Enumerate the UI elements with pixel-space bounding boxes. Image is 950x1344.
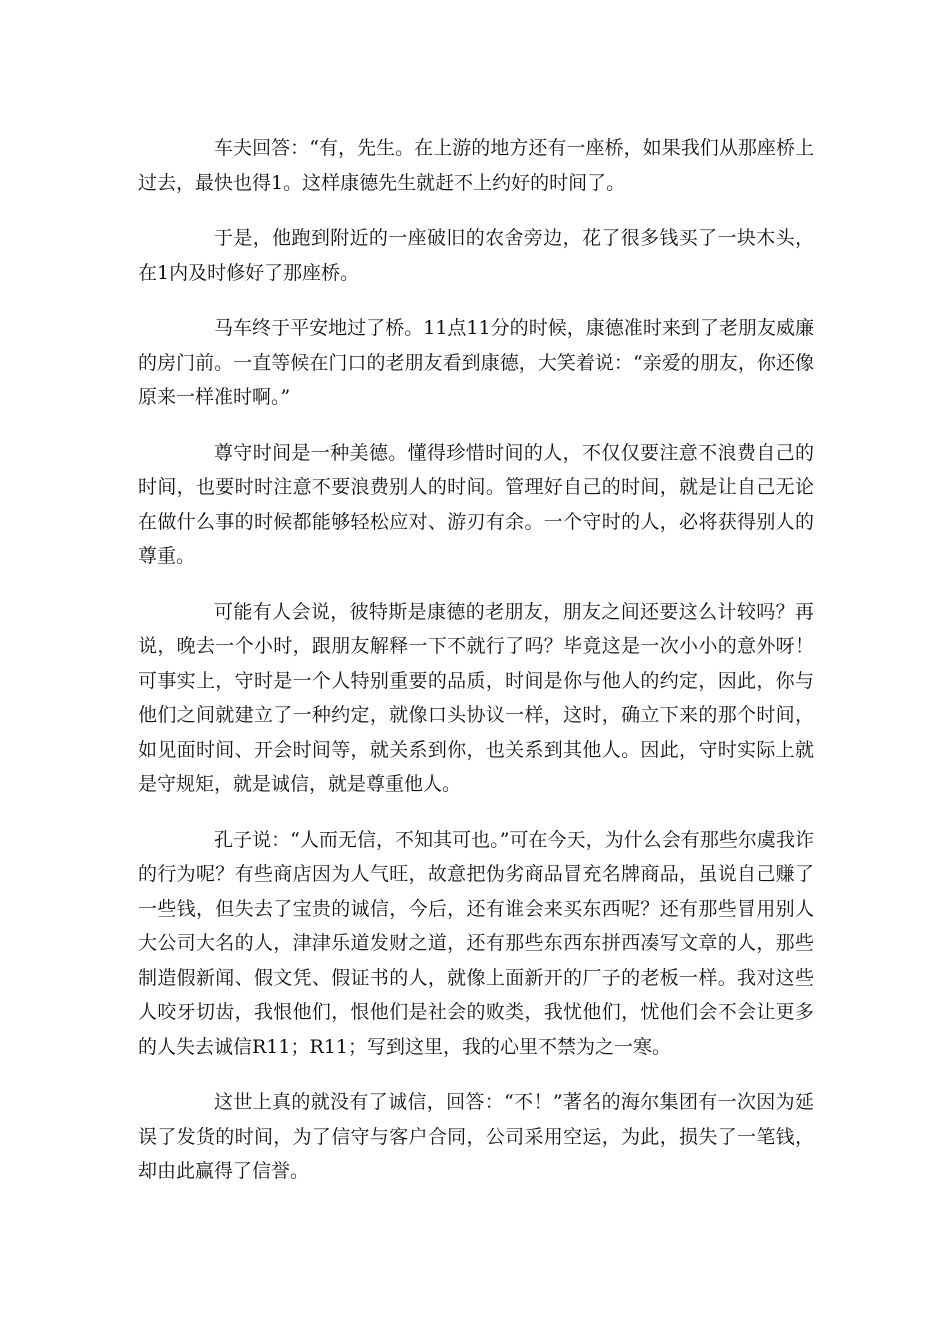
paragraph: 可能有人会说，彼特斯是康德的老朋友，朋友之间还要这么计较吗？再说，晚去一个小时，跟朋友解释一下不就行了吗？毕竟这是一次小小的意外呀！可事实上，守时是一个人特别重要的品质，时间是你与他人的约定，因此，你与他们之间就建立了一种约定，就像口头协议一样，这时，确立下来的那个时间，如见面时间、开会时间等，就关系到你，也关系到其他人。因此，守时实际上就是守规矩，就是诚信，就是尊重他人。 [138, 600, 814, 795]
paragraph: 车夫回答：“有，先生。在上游的地方还有一座桥，如果我们从那座桥上过去，最快也得1。这样康德先生就赶不上约好的时间了。 [138, 137, 814, 194]
paragraph: 尊守时间是一种美德。懂得珍惜时间的人，不仅仅要注意不浪费自己的时间，也要时时注意不要浪费别人的时间。管理好自己的时间，就是让自己无论在做什么事的时候都能够轻松应对、游刃有余。一个守时的人，必将获得别人的尊重。 [138, 441, 814, 567]
document-body [138, 131, 814, 1210]
paragraph: 于是，他跑到附近的一座破旧的农舍旁边，花了很多钱买了一块木头，在1内及时修好了那座桥。 [138, 227, 814, 284]
paragraph: 马车终于平安地过了桥。11点11分的时候，康德准时来到了老朋友威廉的房门前。一直等候在门口的老朋友看到康德，大笑着说：“亲爱的朋友，你还像原来一样准时啊。” [138, 317, 814, 408]
paragraph: 这世上真的就没有了诚信，回答：“不！”著名的海尔集团有一次因为延误了发货的时间，为了信守与客户合同，公司采用空运，为此，损失了一笔钱，却由此赢得了信誉。 [138, 1091, 814, 1182]
paragraph: 孔子说：“人而无信，不知其可也。”可在今天，为什么会有那些尔虞我诈的行为呢？有些商店因为人气旺，故意把伪劣商品冒充名牌商品，虽说自己赚了一些钱，但失去了宝贵的诚信，今后，还有谁会来买东西呢？还有那些冒用别人大公司大名的人，津津乐道发财之道，还有那些东西东拼西凑写文章的人，那些制造假新闻、假文凭、假证书的人，就像上面新开的厂子的老板一样。我对这些人咬牙切齿，我恨他们，恨他们是社会的败类，我忧他们，忧他们会不会让更多的人失去诚信R11；R11；写到这里，我的心里不禁为之一寒。 [138, 828, 814, 1058]
